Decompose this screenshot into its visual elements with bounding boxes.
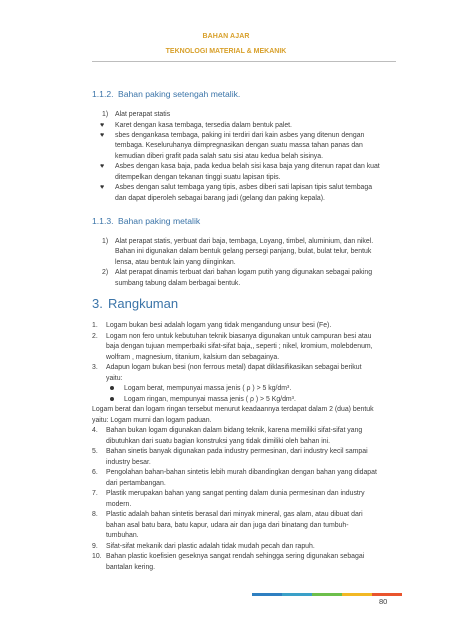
section-title: Bahan paking metalik [118, 216, 201, 226]
list-number: 6. [92, 469, 98, 476]
list-number: 1. [92, 322, 98, 329]
footer-bar-segment [252, 593, 282, 596]
heart-bullet-icon: ♥ [100, 132, 105, 139]
section-heading-1-1-3 [92, 216, 200, 226]
list-item-cont: kemudian diberi grafit pada salah satu sisi atau kedua belah sisinya. [115, 153, 323, 160]
list-number: 1) [102, 111, 109, 118]
list-number: 8. [92, 511, 98, 518]
header-divider [92, 61, 396, 62]
list-item-cont: modern. [106, 501, 132, 508]
bullet-dot-icon [110, 395, 114, 405]
list-item-cont: yaitu: [106, 375, 123, 382]
list-item: Plastic adalah bahan sintetis berasal dari minyak mineral, gas alam, atau dibuat dari [106, 511, 363, 518]
header-subtitle: TEKNOLOGI MATERIAL & MEKANIK [165, 48, 287, 55]
footer-bar-segment [312, 593, 342, 596]
list-item: Alat perapat statis, yerbuat dari baja, tembaga, Loyang, timbel, aluminium, dan nikel. [115, 238, 374, 245]
section-title: Rangkuman [108, 296, 179, 311]
list-item-cont: lensa, atau bentuk lain yang diinginkan. [115, 259, 236, 266]
list-item: Plastik merupakan bahan yang sangat penting dalam dunia permesinan dan industry [106, 490, 365, 497]
list-number: 10. [92, 553, 102, 560]
list-item-cont: bantalan kering. [106, 564, 156, 571]
heart-bullet-icon: ♥ [100, 184, 105, 191]
header-title: BAHAN AJAR [202, 33, 250, 40]
list-item-cont: dari pertambangan. [106, 480, 166, 487]
list-number: 9. [92, 543, 98, 550]
list-number: 1) [102, 238, 109, 245]
heart-bullet-icon: ♥ [100, 163, 105, 170]
list-item-cont: dan dapat diperoleh sebagai barang jadi (gelang dan paking kepala). [115, 195, 325, 202]
list-item: Asbes dengan salut tembaga yang tipis, asbes diberi sati lapisan tipis salut tembaga [115, 184, 373, 191]
section-number: 3. [92, 296, 103, 311]
rangkuman-heading [92, 296, 178, 311]
list-number: 7. [92, 490, 98, 497]
list-number: 2. [92, 333, 98, 340]
list-item: Adapun logam bukan besi (non ferrous metal) dapat diklasifikasikan sebagai berikut [106, 364, 362, 371]
list-item-cont: sumbang tabung dalam berbagai bentuk. [115, 280, 241, 287]
footer-bar-segment [372, 593, 402, 596]
list-item-cont: Bahan ini digunakan dalam bentuk gelang persegi panjang, bulat, bulat telur, bentuk [115, 248, 372, 255]
section-number: 1.1.2. [92, 89, 114, 99]
list-number: 3. [92, 364, 98, 371]
list-item: Karet dengan kasa tembaga, tersedia dalam bentuk palet. [115, 122, 292, 129]
list-item-cont: ditempelkan dengan tekanan tinggi suatu lapisan tipis. [115, 174, 281, 181]
list-item: Alat perapat dinamis terbuat dari bahan logam putih yang digunakan sebagai paking [115, 269, 373, 276]
footer-bar-segment [342, 593, 372, 596]
list-number: 4. [92, 427, 98, 434]
section-number: 1.1.3. [92, 216, 114, 226]
footer-bar-segment [282, 593, 312, 596]
list-item: Sifat-sifat mekanik dari plastic adalah tidak mudah pecah dan rapuh. [106, 543, 315, 550]
list-item-cont: bahan asal batu bara, batu kapur, udara air dan juga dari binatang dan tumbuh- [106, 522, 349, 529]
bullet-dot-icon [110, 384, 114, 394]
paragraph-line: yaitu: Logam murni dan logam paduan. [92, 417, 212, 424]
list-item: Logam bukan besi adalah logam yang tidak mengandung unsur besi (Fe). [106, 322, 332, 329]
list-number: 2) [102, 269, 109, 276]
page-number: 80 [379, 597, 388, 606]
list-item-cont: baja dengan tujuan memperbaiki sifat-sifat baja,, seperti ; nikel, kromium, molebdenum, [106, 343, 373, 350]
list-item-cont: wolfram , magnesium, titanium, kalsium dan sebagainya. [106, 354, 280, 361]
section-heading-1-1-2 [92, 89, 240, 99]
sub-bullet-item: Logam ringan, mempunyai massa jenis ( ρ ) > 5 Kg/dm³. [124, 396, 296, 403]
list-number: 5. [92, 448, 98, 455]
list-item: Asbes dengan kasa baja, pada kedua belah sisi kasa baja yang ditenun rapat dan kuat [115, 163, 380, 170]
section-title: Bahan paking setengah metalik. [118, 89, 241, 99]
list-item-cont: industry besar. [106, 459, 151, 466]
list-item: Alat perapat statis [115, 111, 171, 118]
heart-bullet-icon: ♥ [100, 122, 105, 129]
list-item-cont: tembaga. Keseluruhanya diimpregnasikan dengan suatu massa tahan panas dan [115, 142, 363, 149]
list-item: Pengolahan bahan-bahan sintetis lebih murah dibandingkan dengan bahan yang didapat [106, 469, 377, 476]
list-item-cont: dibutuhkan dari suatu bagian konstruksi yang tidak dimiliki oleh bahan ini. [106, 438, 331, 445]
list-item: sbes dengankasa tembaga, paking ini terdiri dari kain asbes yang ditenun dengan [115, 132, 365, 139]
list-item: Bahan bukan logam digunakan dalam bidang teknik, karena memiliki sifat-sifat yang [106, 427, 363, 434]
footer-color-bar [252, 593, 402, 596]
sub-bullet-item: Logam berat, mempunyai massa jenis ( ρ ) > 5 kg/dm³. [124, 385, 292, 392]
list-item: Logam non fero untuk kebutuhan teknik biasanya digunakan untuk campuran besi atau [106, 333, 372, 340]
list-item: Bahan plastic koefisien geseknya sangat rendah sehingga sering digunakan sebagai [106, 553, 365, 560]
list-item: Bahan sinetis banyak digunakan pada industry permesinan, dari industry kecil sampai [106, 448, 368, 455]
list-item-cont: tumbuhan. [106, 532, 139, 539]
paragraph-line: Logam berat dan logam ringan tersebut menurut keadaannya terdapat dalam 2 (dua) bentuk [92, 406, 374, 413]
